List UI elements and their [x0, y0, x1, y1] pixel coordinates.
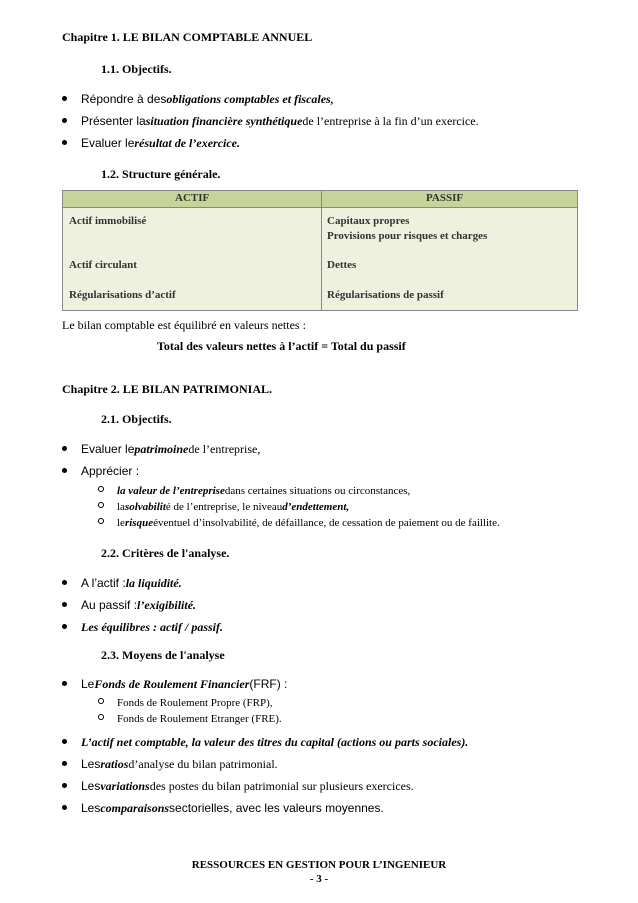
list-item: Le Fonds de Roulement Financier (FRF) : [62, 677, 287, 692]
bullet-icon [62, 96, 67, 101]
actif-immobilise: Actif immobilisé [69, 215, 147, 227]
bullet-icon [62, 446, 67, 451]
list-item: L’actif net comptable, la valeur des titres du capital (actions ou parts sociales). [62, 735, 468, 750]
list-item: Apprécier : [62, 464, 139, 478]
passif-header: PASSIF [426, 192, 464, 204]
circle-bullet-icon [98, 698, 104, 704]
list-item: Evaluer le patrimoine de l’entreprise, [62, 442, 260, 457]
table-header-row [63, 191, 577, 208]
bullet-icon [62, 805, 67, 810]
list-item: Evaluer le résultat de l’exercice. [62, 136, 240, 151]
balance-sheet-table [62, 190, 578, 311]
equilibre-text: Le bilan comptable est équilibré en valeurs nettes : [62, 318, 306, 332]
bullet-icon [62, 739, 67, 744]
list-item: Les comparaisons sectorielles, avec les valeurs moyennes. [62, 801, 384, 816]
bullet-icon [62, 624, 67, 629]
page-number: - 3 - [309, 873, 329, 885]
list-item: Présenter la situation financière synthétique de l’entreprise à la fin d’un exercice. [62, 114, 479, 129]
bullet-icon [62, 118, 67, 123]
list-item: Les équilibres : actif / passif. [62, 620, 223, 635]
list-item: Au passif : l’exigibilité. [62, 598, 196, 613]
regularisations-passif: Régularisations de passif [327, 289, 444, 301]
section-2-3-heading: 2.3. Moyens de l'analyse [101, 648, 225, 662]
regularisations-actif: Régularisations d’actif [69, 289, 176, 301]
list-item: A l’actif : la liquidité. [62, 576, 182, 591]
chapter2-title: Chapitre 2. LE BILAN PATRIMONIAL. [62, 382, 273, 396]
dettes: Dettes [327, 259, 357, 271]
bullet-icon [62, 580, 67, 585]
bullet-icon [62, 681, 67, 686]
circle-bullet-icon [98, 714, 104, 720]
actif-circulant: Actif circulant [69, 259, 137, 271]
equilibre-formula: Total des valeurs nettes à l’actif = Total du passif [157, 339, 406, 353]
bullet-icon [62, 602, 67, 607]
column-divider [321, 191, 322, 310]
sub-list-item: Fonds de Roulement Propre (FRP), [98, 697, 273, 709]
section-1-1-heading: 1.1. Objectifs. [101, 62, 172, 76]
circle-bullet-icon [98, 502, 104, 508]
section-1-2-heading: 1.2. Structure générale. [101, 167, 221, 181]
list-item: Les variations des postes du bilan patrimonial sur plusieurs exercices. [62, 779, 414, 794]
list-item: Les ratios d’analyse du bilan patrimonial. [62, 757, 278, 772]
provisions: Provisions pour risques et charges [327, 230, 488, 242]
actif-header: ACTIF [175, 192, 210, 204]
footer-title: RESSOURCES EN GESTION POUR L’INGENIEUR [191, 859, 447, 871]
bullet-icon [62, 783, 67, 788]
bullet-icon [62, 468, 67, 473]
circle-bullet-icon [98, 518, 104, 524]
section-2-2-heading: 2.2. Critères de l'analyse. [101, 546, 230, 560]
chapter1-title: Chapitre 1. LE BILAN COMPTABLE ANNUEL [62, 30, 313, 44]
capitaux-propres: Capitaux propres [327, 215, 410, 227]
sub-list-item: la valeur de l’entreprise dans certaines situations ou circonstances, [98, 485, 410, 497]
sub-list-item: Fonds de Roulement Etranger (FRE). [98, 713, 282, 725]
section-2-1-heading: 2.1. Objectifs. [101, 412, 172, 426]
bullet-icon [62, 761, 67, 766]
list-item: Répondre à des obligations comptables et fiscales, [62, 92, 334, 107]
bullet-icon [62, 140, 67, 145]
sub-list-item: la solvabilit é de l’entreprise, le niveau d’endettement, [98, 501, 349, 513]
sub-list-item: le risque éventuel d’insolvabilité, de défaillance, de cessation de paiement ou de faillite. [98, 517, 500, 529]
circle-bullet-icon [98, 486, 104, 492]
